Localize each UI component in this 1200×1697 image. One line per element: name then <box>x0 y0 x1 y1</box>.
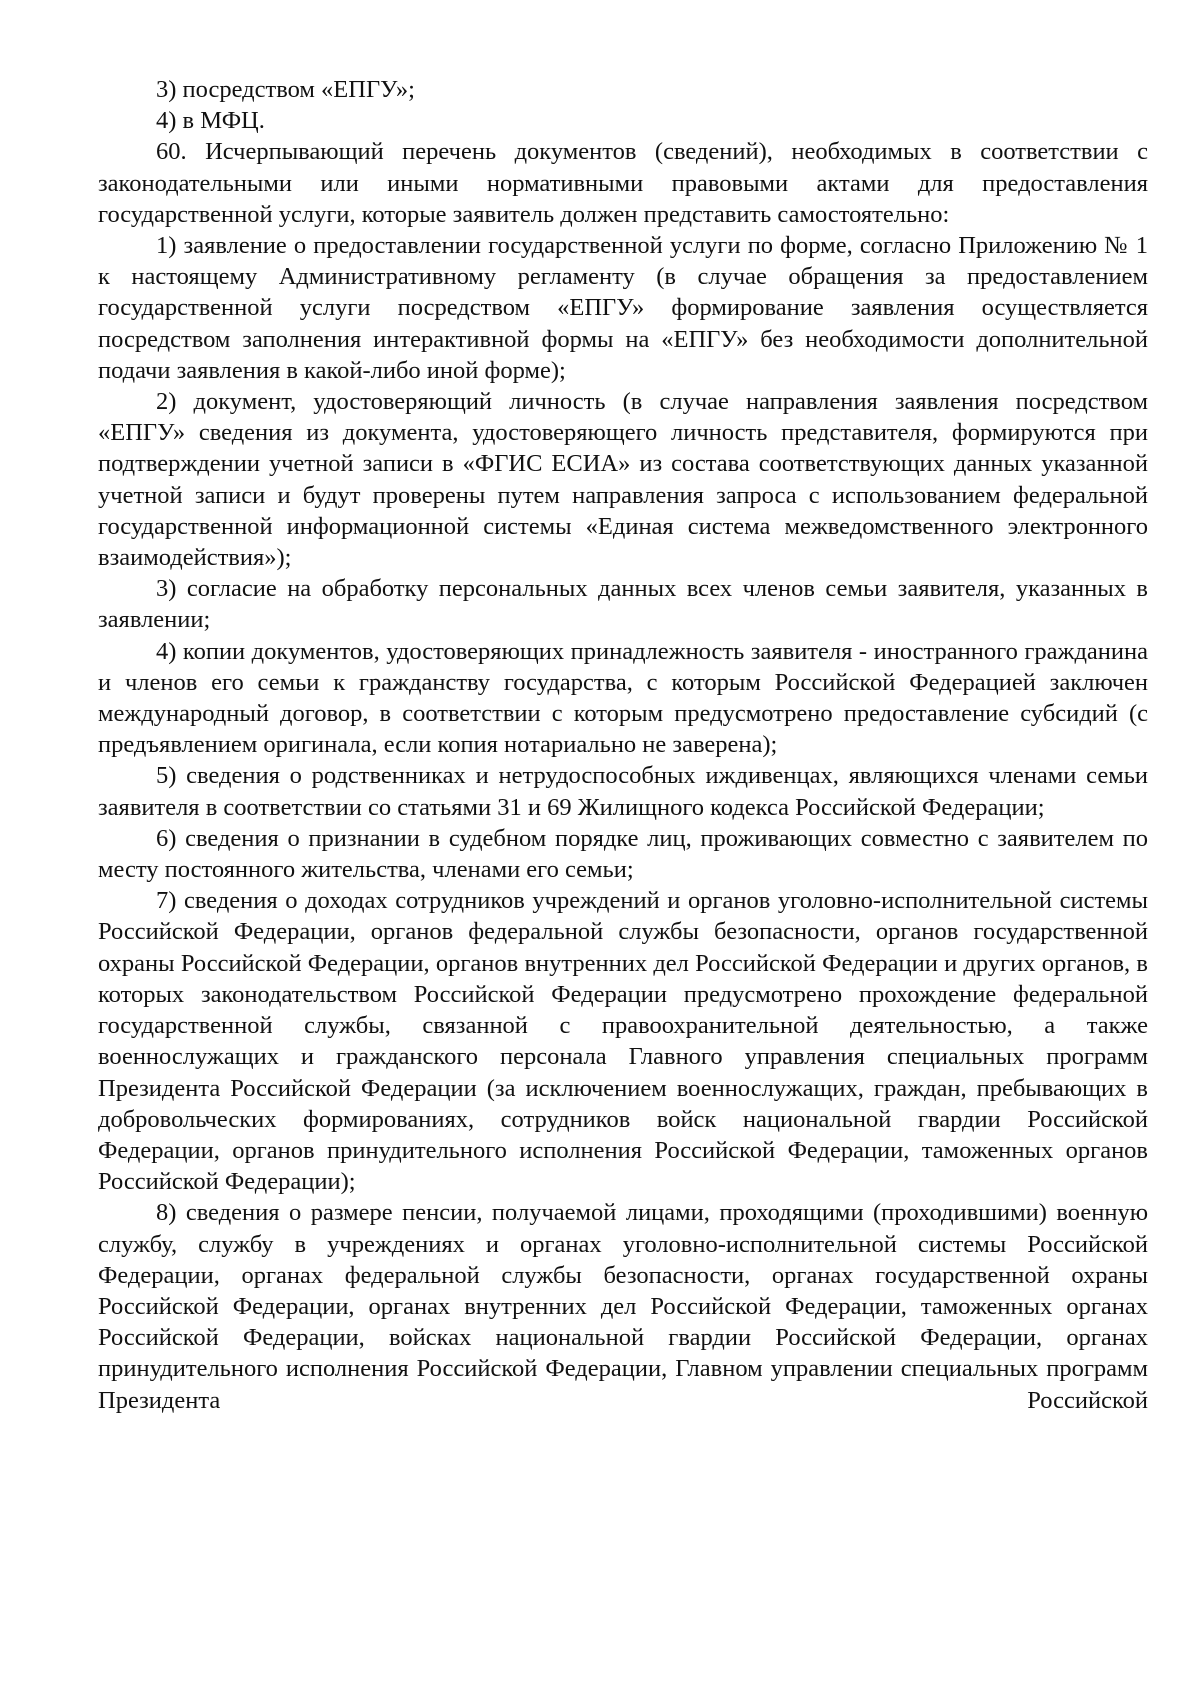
paragraph-sub-8: 8) сведения о размере пенсии, получаемой лицами, проходящими (проходившими) военную службу, службу в учреждениях и органах уголовно-исполнительной системы Российской Федерации, органах федеральной службы безопасности, органах государственной охраны Российской Федерации, органах внутренних дел Российской Федерации, таможенных органах Российской Федерации, войсках национальной гвардии Российской Федерации, органах принудительного исполнения Российской Федерации, Главном управлении специальных программ Президента Российской <box>98 1199 1148 1414</box>
paragraph-item-4: 4) в МФЦ. <box>156 107 265 135</box>
paragraph-sub-2: 2) документ, удостоверяющий личность (в случае направления заявления посредством «ЕПГУ» сведения из документа, удостоверяющего личность представителя, формируются при подтверждении учетной записи в «ФГИС ЕСИА» из состава соответствующих данных указанной учетной записи и будут проверены путем направления запроса с использованием федеральной государственной информационной системы «Единая система межведомственного электронного взаимодействия»); <box>98 388 1148 572</box>
paragraph-sub-5: 5) сведения о родственниках и нетрудоспособных иждивенцах, являющихся членами семьи заявителя в соответствии со статьями 31 и 69 Жилищного кодекса Российской Федерации; <box>98 762 1148 821</box>
document-body <box>98 74 1148 1416</box>
paragraph-sub-7: 7) сведения о доходах сотрудников учреждений и органов уголовно-исполнительной системы Российской Федерации, органов федеральной службы безопасности, органов государственной охраны Российской Федерации, органов внутренних дел Российской Федерации и других органов, в которых законодательством Российской Федерации предусмотрено прохождение федеральной государственной службы, связанной с правоохранительной деятельностью, а также военнослужащих и гражданского персонала Главного управления специальных программ Президента Российской Федерации (за исключением военнослужащих, граждан, пребывающих в добровольческих формированиях, сотрудников войск национальной гвардии Российской Федерации, органов принудительного исполнения Российской Федерации, таможенных органов Российской Федерации); <box>98 887 1148 1196</box>
paragraph-sub-1: 1) заявление о предоставлении государственной услуги по форме, согласно Приложению № 1 к настоящему Административному регламенту (в случае обращения за предоставлением государственной услуги посредством «ЕПГУ» формирование заявления осуществляется посредством заполнения интерактивной формы на «ЕПГУ» без необходимости дополнительной подачи заявления в какой-либо иной форме); <box>98 232 1148 384</box>
paragraph-sub-4: 4) копии документов, удостоверяющих принадлежность заявителя - иностранного гражданина и членов его семьи к гражданству государства, с которым Российской Федерацией заключен международный договор, в соответствии с которым предусмотрено предоставление субсидий (с предъявлением оригинала, если копия нотариально не заверена); <box>98 637 1148 759</box>
paragraph-60: 60. Исчерпывающий перечень документов (сведений), необходимых в соответствии с законодательными или иными нормативными правовыми актами для предоставления государственной услуги, которые заявитель должен представить самостоятельно: <box>98 138 1148 228</box>
paragraph-sub-6: 6) сведения о признании в судебном порядке лиц, проживающих совместно с заявителем по месту постоянного жительства, членами его семьи; <box>98 824 1148 884</box>
paragraph-sub-3: 3) согласие на обработку персональных данных всех членов семьи заявителя, указанных в заявлении; <box>98 575 1148 634</box>
paragraph-item-3: 3) посредством «ЕПГУ»; <box>156 76 415 103</box>
